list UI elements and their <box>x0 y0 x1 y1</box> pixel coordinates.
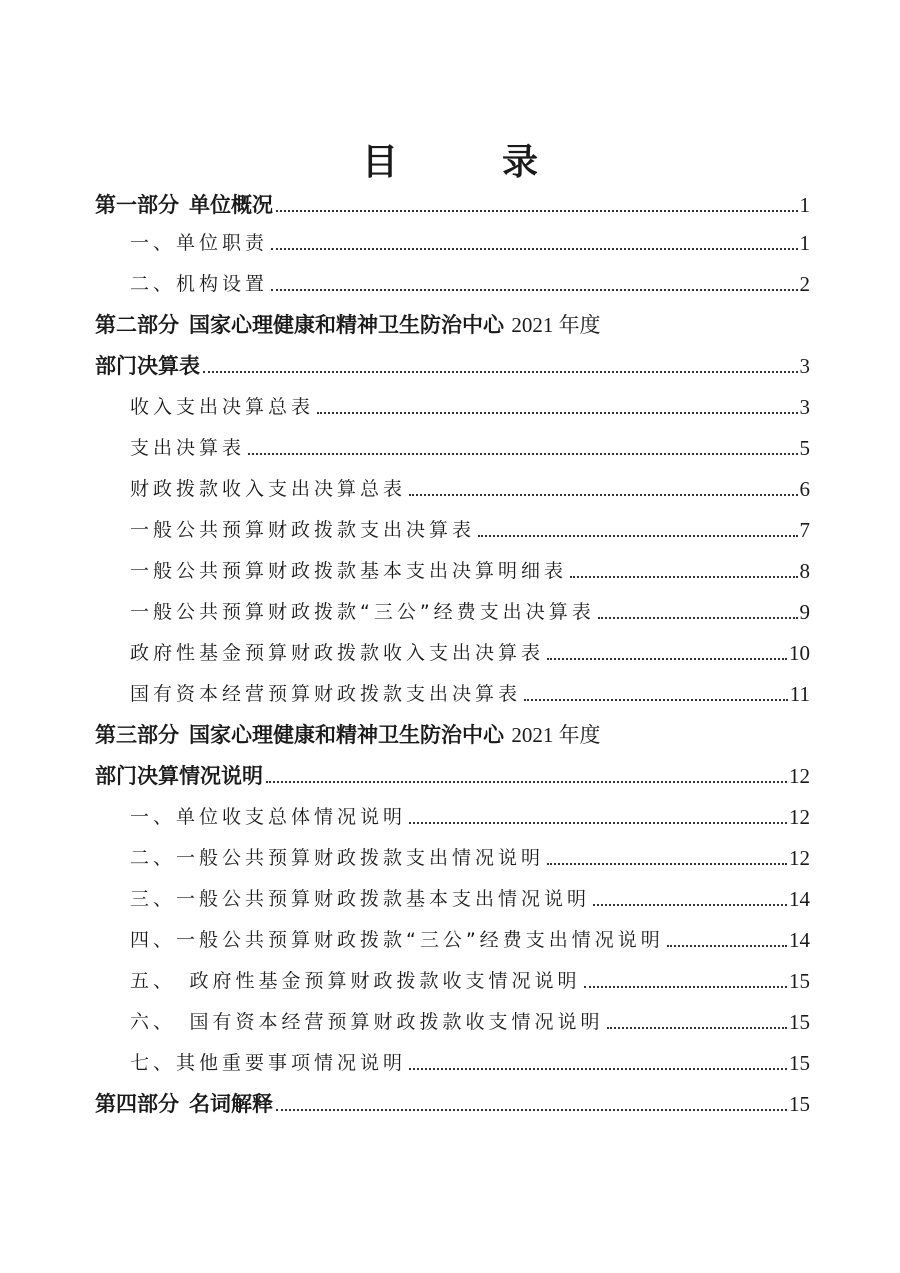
toc-entry[interactable] <box>130 228 810 258</box>
toc-entry[interactable] <box>130 1048 810 1078</box>
entry-text: 四、一般公共预算财政拨款“三公”经费支出情况说明 <box>130 929 664 951</box>
page-number: 9 <box>799 600 810 624</box>
dot-leader <box>547 657 787 660</box>
entry-text: 五、 政府性基金预算财政拨款收支情况说明 <box>130 970 581 992</box>
part-heading <box>95 1089 273 1119</box>
toc-entry[interactable] <box>130 515 810 545</box>
dot-leader <box>570 575 797 578</box>
dot-leader <box>524 698 788 701</box>
toc-part-3[interactable] <box>95 761 810 791</box>
dot-leader <box>203 370 798 373</box>
part-title: 单位概况 <box>189 193 273 217</box>
part-heading-line2: 部门决算情况说明 <box>95 764 263 788</box>
part-label: 第二部分 <box>95 313 179 337</box>
dot-leader <box>478 534 797 537</box>
dot-leader <box>547 862 787 865</box>
page-number: 2 <box>799 272 810 296</box>
dot-leader <box>266 780 787 783</box>
page-number: 15 <box>789 1051 810 1075</box>
part-heading-line2: 部门决算表 <box>95 354 200 378</box>
entry-text: 财政拨款收入支出决算总表 <box>130 478 407 500</box>
page-number: 3 <box>799 354 810 378</box>
page-number: 6 <box>799 477 810 501</box>
toc-entry[interactable] <box>130 1007 810 1037</box>
toc-part-1[interactable] <box>95 190 810 220</box>
dot-leader <box>271 247 797 250</box>
toc-part-2[interactable] <box>95 351 810 381</box>
toc-entry[interactable] <box>130 597 810 627</box>
page-number: 15 <box>789 969 810 993</box>
page-number: 12 <box>789 805 810 829</box>
entry-text: 一般公共预算财政拨款支出决算表 <box>130 519 476 541</box>
page-number: 10 <box>789 641 810 665</box>
toc-part-3-heading[interactable] <box>95 720 601 750</box>
page-title: 目 录 <box>361 141 572 183</box>
toc-entry[interactable] <box>130 966 810 996</box>
toc-entry[interactable] <box>130 843 810 873</box>
toc-entry[interactable] <box>130 433 810 463</box>
toc-entry[interactable] <box>130 884 810 914</box>
entry-text: 二、一般公共预算财政拨款支出情况说明 <box>130 847 545 869</box>
page-number: 14 <box>789 887 810 911</box>
entry-text: 支出决算表 <box>130 437 246 459</box>
dot-leader <box>409 1067 787 1070</box>
dot-leader <box>271 288 797 291</box>
page-number: 12 <box>789 764 810 788</box>
entry-text: 二、机构设置 <box>130 273 269 295</box>
entry-text: 六、 国有资本经营预算财政拨款收支情况说明 <box>130 1011 604 1033</box>
page-number: 5 <box>799 436 810 460</box>
toc-part-4[interactable] <box>95 1089 810 1119</box>
toc-entry[interactable] <box>130 392 810 422</box>
dot-leader <box>667 944 787 947</box>
toc-entry[interactable] <box>130 474 810 504</box>
dot-leader <box>409 821 787 824</box>
page-number: 3 <box>799 395 810 419</box>
part-year: 2021 年度 <box>511 723 601 747</box>
dot-leader <box>607 1026 787 1029</box>
entry-text: 政府性基金预算财政拨款收入支出决算表 <box>130 642 545 664</box>
toc-entry[interactable] <box>130 925 810 955</box>
page-number: 8 <box>799 559 810 583</box>
dot-leader <box>584 985 787 988</box>
part-year: 2021 年度 <box>511 313 601 337</box>
dot-leader <box>598 616 798 619</box>
toc-part-2-heading[interactable] <box>95 310 601 340</box>
page-number: 15 <box>789 1092 810 1116</box>
dot-leader <box>317 411 797 414</box>
dot-leader <box>276 209 798 212</box>
entry-text: 三、一般公共预算财政拨款基本支出情况说明 <box>130 888 591 910</box>
entry-text: 国有资本经营预算财政拨款支出决算表 <box>130 683 522 705</box>
toc-entry[interactable] <box>130 269 810 299</box>
entry-text: 七、其他重要事项情况说明 <box>130 1052 407 1074</box>
entry-text: 一般公共预算财政拨款基本支出决算明细表 <box>130 560 568 582</box>
page-number: 1 <box>799 193 810 217</box>
part-label: 第四部分 <box>95 1092 179 1116</box>
page-number: 7 <box>799 518 810 542</box>
part-label: 第一部分 <box>95 193 179 217</box>
page-number: 11 <box>789 682 810 706</box>
page-number: 12 <box>789 846 810 870</box>
part-heading <box>95 190 273 220</box>
part-title: 国家心理健康和精神卫生防治中心 <box>189 723 504 747</box>
toc-entry[interactable] <box>130 679 810 709</box>
entry-text: 一、单位收支总体情况说明 <box>130 806 407 828</box>
entry-text: 一、单位职责 <box>130 232 269 254</box>
dot-leader <box>276 1108 787 1111</box>
page-number: 15 <box>789 1010 810 1034</box>
toc-entry[interactable] <box>130 638 810 668</box>
entry-text: 一般公共预算财政拨款“三公”经费支出决算表 <box>130 601 595 623</box>
part-title: 名词解释 <box>189 1092 273 1116</box>
part-title: 国家心理健康和精神卫生防治中心 <box>189 313 504 337</box>
dot-leader <box>409 493 797 496</box>
page-number: 14 <box>789 928 810 952</box>
dot-leader <box>248 452 797 455</box>
toc-entry[interactable] <box>130 556 810 586</box>
toc-entry[interactable] <box>130 802 810 832</box>
page-number: 1 <box>799 231 810 255</box>
entry-text: 收入支出决算总表 <box>130 396 315 418</box>
dot-leader <box>593 903 787 906</box>
part-label: 第三部分 <box>95 723 179 747</box>
